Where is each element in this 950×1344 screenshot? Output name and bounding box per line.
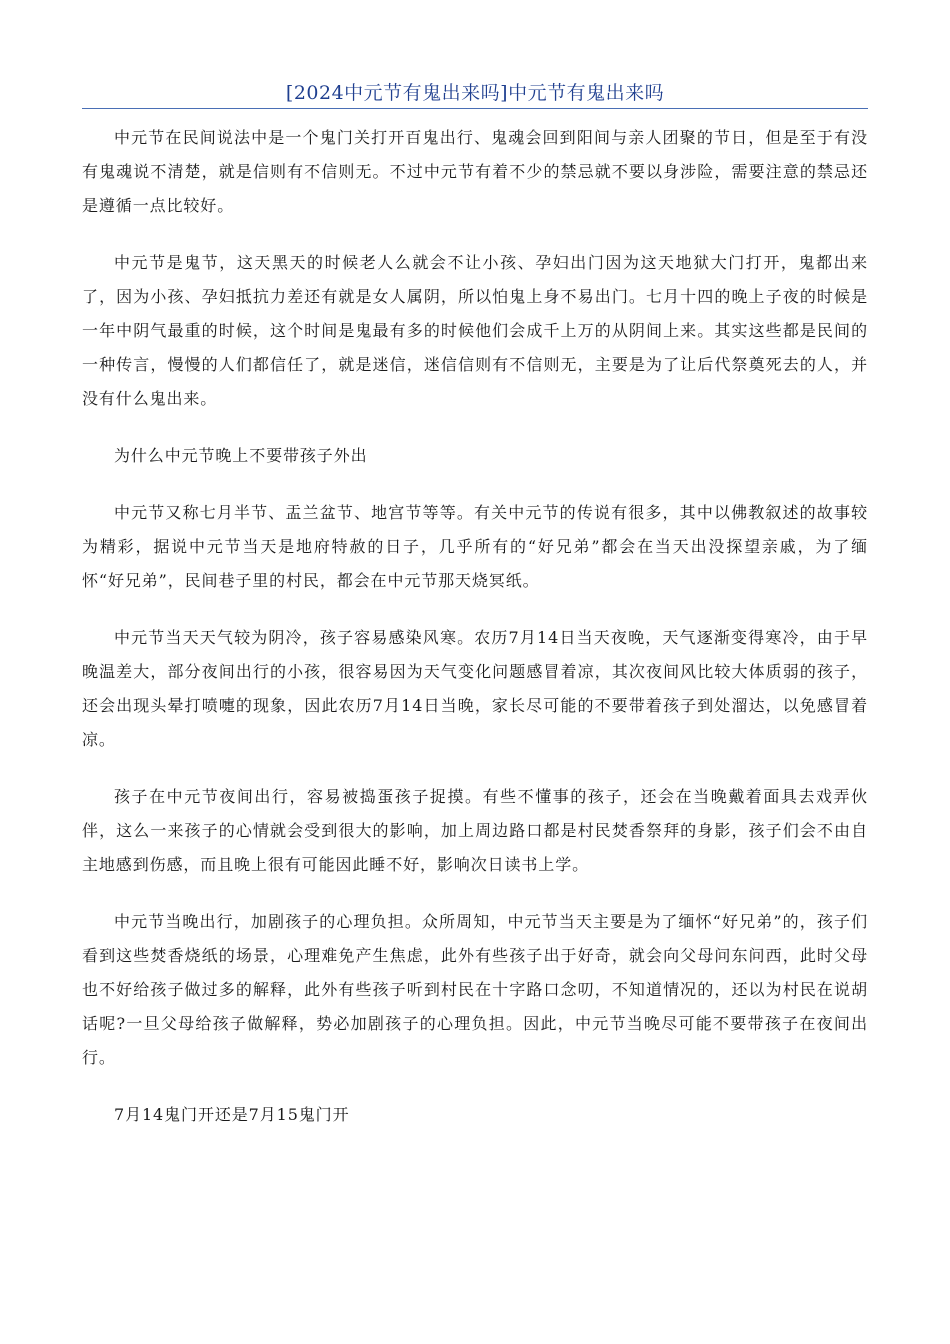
- section-heading-gate-date: 7月14鬼门开还是7月15鬼门开: [114, 1105, 350, 1124]
- paragraph-ghost-festival: 中元节是鬼节，这天黑天的时候老人么就会不让小孩、孕妇出门因为这天地狱大门打开，鬼都出来了，因为小孩、孕妇抵抗力差还有就是女人属阴，所以怕鬼上身不易出门。七月十四的晚上子夜的时候是一年中阴气最重的时候，这个时间是鬼最有多的时候他们会成千上万的从阴间上来。其实这些都是民间的一种传言，慢慢的人们都信任了，就是迷信，迷信信则有不信则无，主要是为了让后代祭奠死去的人，并没有什么鬼出来。: [82, 253, 868, 408]
- paragraph-pranks: 孩子在中元节夜间出行，容易被捣蛋孩子捉摸。有些不懂事的孩子，还会在当晚戴着面具去戏弄伙伴，这么一来孩子的心情就会受到很大的影响，加上周边路口都是村民焚香祭拜的身影，孩子们会不由自主地感到伤感，而且晚上很有可能因此睡不好，影响次日读书上学。: [82, 787, 868, 874]
- paragraph-psychological-burden: 中元节当晚出行，加剧孩子的心理负担。众所周知，中元节当天主要是为了缅怀“好兄弟”的，孩子们看到这些焚香烧纸的场景，心理难免产生焦虑，此外有些孩子出于好奇，就会向父母问东问西，此时父母也不好给孩子做过多的解释，此外有些孩子听到村民在十字路口念叨，不知道情况的，还以为村民在说胡话呢?一旦父母给孩子做解释，势必加剧孩子的心理负担。因此，中元节当晚尽可能不要带孩子在夜间出行。: [82, 912, 868, 1067]
- paragraph-festival-names: 中元节又称七月半节、盂兰盆节、地宫节等等。有关中元节的传说有很多，其中以佛教叙述的故事较为精彩，据说中元节当天是地府特赦的日子，几乎所有的“好兄弟”都会在当天出没探望亲戚，为了缅怀“好兄弟”，民间巷子里的村民，都会在中元节那天烧冥纸。: [82, 503, 868, 590]
- paragraph-intro: 中元节在民间说法中是一个鬼门关打开百鬼出行、鬼魂会回到阳间与亲人团聚的节日，但是至于有没有鬼魂说不清楚，就是信则有不信则无。不过中元节有着不少的禁忌就不要以身涉险，需要注意的禁忌还是遵循一点比较好。: [82, 128, 868, 215]
- document-body: [82, 121, 868, 1155]
- title-divider: [82, 108, 868, 109]
- paragraph-weather: 中元节当天天气较为阴冷，孩子容易感染风寒。农历7月14日当天夜晚，天气逐渐变得寒冷，由于早晚温差大，部分夜间出行的小孩，很容易因为天气变化问题感冒着凉，其次夜间风比较大体质弱的孩子，还会出现头晕打喷嚏的现象，因此农历7月14日当晚，家长尽可能的不要带着孩子到处溜达，以免感冒着凉。: [82, 628, 868, 749]
- section-heading-why-not-go-out: 为什么中元节晚上不要带孩子外出: [114, 446, 368, 465]
- document-title: [2024中元节有鬼出来吗]中元节有鬼出来吗: [285, 82, 665, 104]
